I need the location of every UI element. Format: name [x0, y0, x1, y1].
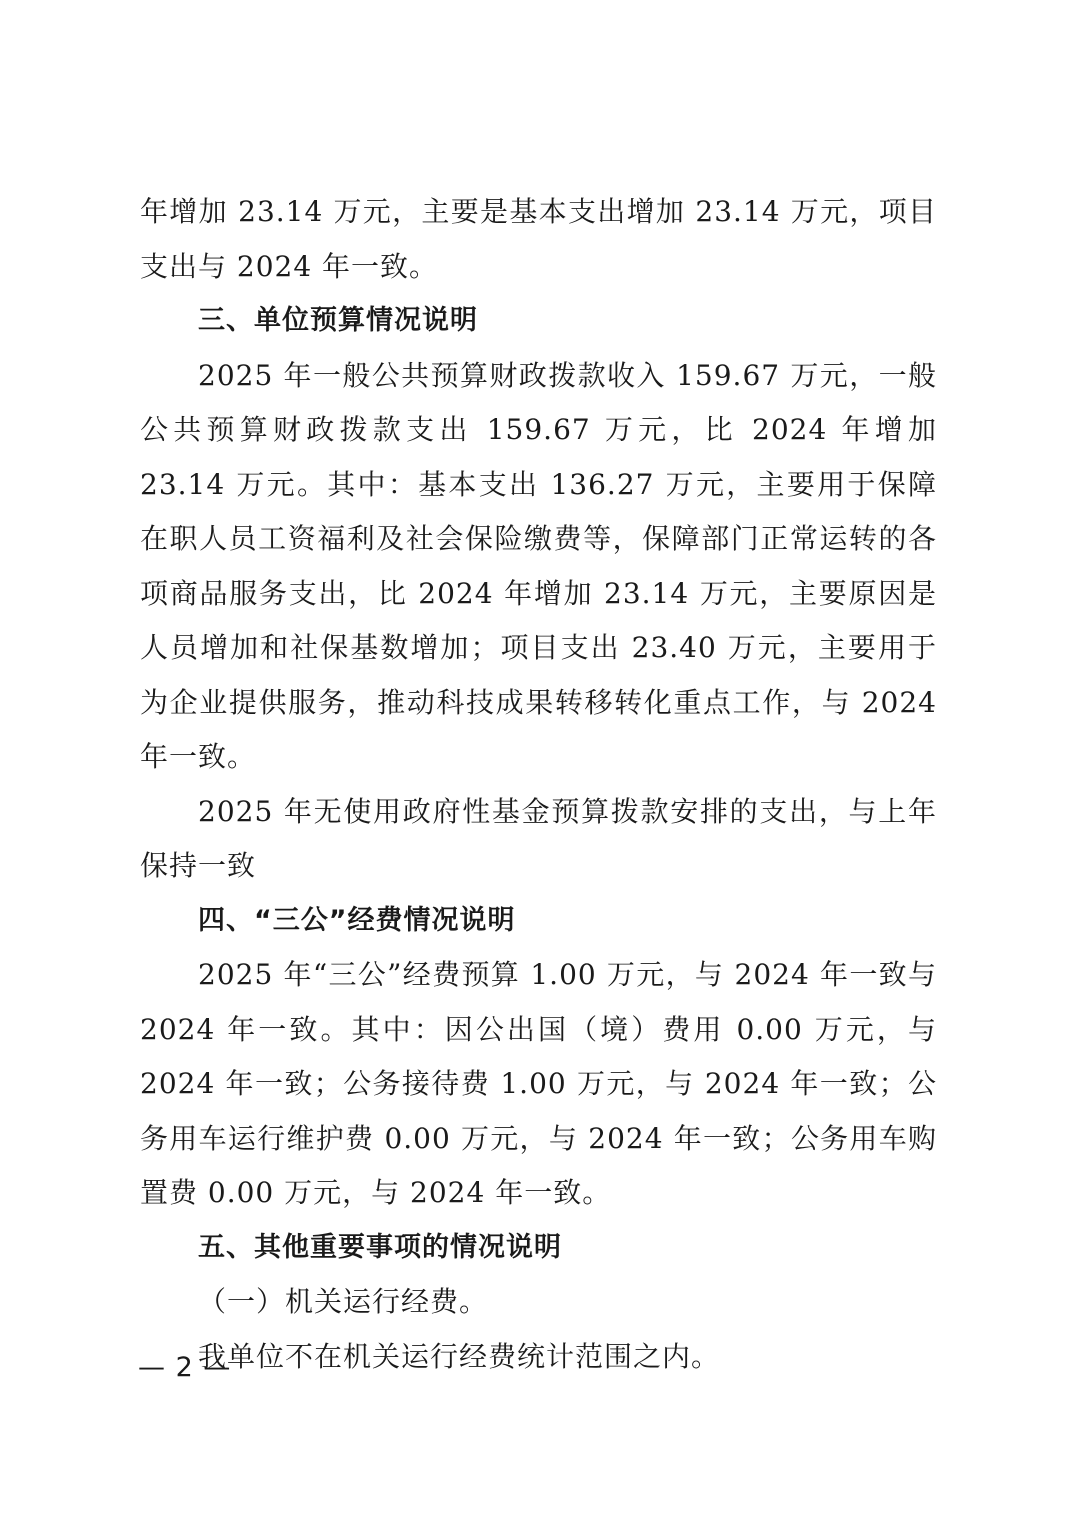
paragraph-operating-expenses-note: 我单位不在机关运行经费统计范围之内。: [198, 1339, 721, 1373]
section-heading-5: 五、其他重要事项的情况说明: [198, 1231, 562, 1263]
section-heading-4: 四、“三公”经费情况说明: [198, 904, 516, 936]
paragraph-general-budget: 2025 年一般公共预算财政拨款收入 159.67 万元，一般公共预算财政拨款支出 159.67 万元，比 2024 年增加 23.14 万元。其中：基本支出 136.27 万元，主要用于保障在职人员工资福利及社会保险缴费等，保障部门正常运转的各项商品服务支出，比 2024 年增加 23.14 万元，主要原因是人员增加和社保基数增加；项目支出 23.40 万元，主要用于为企业提供服务，推动科技成果转移转化重点工作，与 2024 年一致。: [140, 358, 937, 773]
paragraph-fund-budget: 2025 年无使用政府性基金预算拨款安排的支出，与上年保持一致: [140, 794, 937, 882]
section-heading-3: 三、单位预算情况说明: [198, 305, 478, 336]
paragraph-subheading-operating-expenses: （一）机关运行经费。: [198, 1285, 489, 1318]
paragraph-three-public-expenses: 2025 年“三公”经费预算 1.00 万元，与 2024 年一致与 2024 年一致。其中：因公出国（境）费用 0.00 万元，与 2024 年一致；公务接待费 1.00 万元，与 2024 年一致；公务用车运行维护费 0.00 万元，与 2024 年一致；公务用车购置费 0.00 万元，与 2024 年一致。: [140, 958, 937, 1209]
page-number: — 2 —: [138, 1352, 232, 1383]
document-body: [140, 185, 937, 1384]
paragraph-continuation: 年增加 23.14 万元，主要是基本支出增加 23.14 万元，项目支出与 2024 年一致。: [140, 195, 937, 283]
